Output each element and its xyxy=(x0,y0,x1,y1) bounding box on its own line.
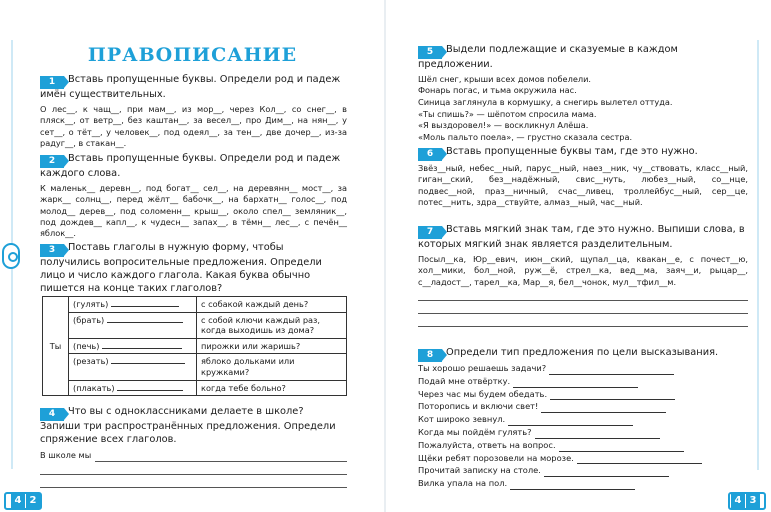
task-body: О лес__, к чащ__, при мам__, из мор__, через Кол__, со снег__, в пляск__, от ветр__, без каштан__, за весел__, про Дим__, на нян__, у сет__, о тёт__, у человек__, под одеял__, за тен__, две дочер__, из-за радуг__, в стакан__. xyxy=(40,103,347,149)
task-number-badge: 7 xyxy=(418,226,442,239)
task-body: К маленьк__ деревн__, под богат__ сел__, на деревянн__ мост__, за жарк__ солнц__, перед жёлт__ бабочк__, на бархатн__ голос__, под молод__ дерев__, под соломенн__ крыш__, около спел__ земляник__, под дождев__ капл__, к чудесн__ запах__, в тёмн__ лес__, с печён__ яблок__. xyxy=(40,182,347,239)
answer-line[interactable] xyxy=(418,301,748,314)
task-body: Звёз__ный, небес__ный, парус__ный, наез__ник, чу__ствовать, класс__ный, гиган__ский, без__надёжный, свис__нуть, любез__ный, со__нце, подвес__ной, праз__ничный, счас__ливец, троллейбус__ный, сер__це, потес__нить, здра__ствуйте, алмаз__ный, час__ный. xyxy=(418,163,748,208)
list-item: Ты хорошо решаешь задачи? xyxy=(418,362,748,375)
verb-cell[interactable]: (плакать) xyxy=(69,380,197,396)
task-instruction: Поставь глаголы в нужную форму, чтобы получились вопросительные предложения. Определи лицо и число каждого глагола. Какая буква обычно пишется на конце таких глаголов? xyxy=(40,242,322,294)
task-number-badge: 5 xyxy=(418,46,442,59)
sentence: «Моль пальто поела», — грустно сказала сестра. xyxy=(418,131,633,142)
list-item: Щёки ребят порозовели на морозе. xyxy=(418,452,748,465)
verb-cell[interactable]: (гулять) xyxy=(69,297,197,313)
answer-line[interactable] xyxy=(550,390,675,400)
task-number-badge: 6 xyxy=(418,148,442,161)
sentence: Шёл снег, крыши всех домов побелели. xyxy=(418,73,592,84)
list-item: Прочитай записку на столе. xyxy=(418,464,748,477)
margin-line xyxy=(11,40,13,243)
table-row xyxy=(43,380,347,396)
answer-line[interactable] xyxy=(577,454,702,464)
answer-line[interactable] xyxy=(418,314,748,327)
task-instruction: Определи тип предложения по цели высказывания. xyxy=(446,347,719,358)
sentence-cell: с собакой каждый день? xyxy=(197,297,347,313)
list-item: Кот широко зевнул. xyxy=(418,413,748,426)
sentence: Фонарь погас, и тьма окружила нас. xyxy=(418,85,577,96)
table-row xyxy=(43,338,347,354)
left-page xyxy=(0,0,385,512)
answer-line[interactable] xyxy=(40,475,347,488)
verb-cell[interactable]: (резать) xyxy=(69,354,197,380)
table-row xyxy=(43,354,347,380)
answer-line[interactable] xyxy=(513,378,638,388)
margin-line xyxy=(757,40,759,470)
list-item: Подай мне отвёртку. xyxy=(418,375,748,388)
verb-cell[interactable]: (печь) xyxy=(69,338,197,354)
task-7 xyxy=(418,224,748,327)
sentence: Синица заглянула в кормушку, а снегирь вылетел оттуда. xyxy=(418,96,673,107)
table-row xyxy=(43,312,347,338)
task-number-badge: 3 xyxy=(40,244,64,257)
sentence-cell: с собой ключи каждый раз, когда выходишь из дома? xyxy=(197,312,347,338)
list-item: Пожалуйста, ответь на вопрос. xyxy=(418,439,748,452)
task-instruction: Вставь пропущенные буквы. Определи род и падеж имён существительных. xyxy=(40,74,341,100)
sentence-cell: яблоко дольками или кружками? xyxy=(197,354,347,380)
right-page xyxy=(386,0,771,512)
verb-table xyxy=(42,296,347,396)
task-number-badge: 2 xyxy=(40,155,64,168)
answer-line[interactable] xyxy=(535,429,660,439)
task-6 xyxy=(418,146,748,209)
list-item: Когда мы пойдём гулять? xyxy=(418,426,748,439)
answer-line[interactable] xyxy=(40,462,347,475)
task-instruction: Вставь пропущенные буквы там, где это нужно. xyxy=(446,146,698,157)
task-number-badge: 4 xyxy=(40,408,64,421)
table-row xyxy=(43,297,347,313)
answer-line[interactable] xyxy=(559,442,684,452)
page-number: 4 3 xyxy=(728,490,766,510)
task-instruction: Вставь мягкий знак там, где это нужно. Выпиши слова, в которых мягкий знак является разделительным. xyxy=(418,224,745,250)
task-3 xyxy=(40,242,347,295)
answer-line[interactable] xyxy=(541,403,666,413)
answer-line[interactable] xyxy=(510,480,635,490)
verb-cell[interactable]: (брать) xyxy=(69,312,197,338)
pronoun-cell: Ты xyxy=(43,297,69,396)
answer-line[interactable] xyxy=(544,467,669,477)
answer-line[interactable] xyxy=(95,449,347,462)
answer-line[interactable] xyxy=(508,416,633,426)
task-instruction: Что вы с одноклассниками делаете в школе? Запиши три распространённых предложения. Определи спряжение всех глаголов. xyxy=(40,406,336,445)
sentence-cell: пирожки или жаришь? xyxy=(197,338,347,354)
task-body: Посыл__ка, Юр__евич, июн__ский, щупал__ца, квакан__е, с почест__ю, хол__мики, бол__ной, руж__ё, стрел__ка, вед__ма, заяч__и, рыцар__, с__ладост__, тарел__ка, Мар__я, бел__чонок, мул__тфил__м. xyxy=(418,253,748,287)
task-instruction: Выдели подлежащие и сказуемые в каждом предложении. xyxy=(418,44,678,70)
bookmark-icon xyxy=(2,243,20,269)
list-item: Через час мы будем обедать. xyxy=(418,388,748,401)
task-number-badge: 8 xyxy=(418,349,442,362)
answer-prompt: В школе мы xyxy=(40,450,92,460)
list-item: Поторопись и включи свет! xyxy=(418,400,748,413)
answer-line[interactable] xyxy=(549,365,674,375)
task-2 xyxy=(40,153,347,240)
task-4 xyxy=(40,406,347,488)
sentence: «Ты спишь?» — шёпотом спросила мама. xyxy=(418,108,597,119)
task-8 xyxy=(418,347,748,490)
margin-line xyxy=(11,269,13,469)
task-instruction: Вставь пропущенные буквы. Определи род и падеж каждого слова. xyxy=(40,153,341,179)
answer-line[interactable] xyxy=(418,288,748,301)
task-5 xyxy=(418,44,748,143)
sentence: «Я выздоровел!» — воскликнул Алёша. xyxy=(418,120,589,131)
task-number-badge: 1 xyxy=(40,76,64,89)
page-number: 4 2 xyxy=(4,490,42,510)
list-item: Вилка упала на пол. xyxy=(418,477,748,490)
page-title: ПРАВОПИСАНИЕ xyxy=(87,44,298,66)
sentence-cell: когда тебе больно? xyxy=(197,380,347,396)
task-1 xyxy=(40,74,347,149)
